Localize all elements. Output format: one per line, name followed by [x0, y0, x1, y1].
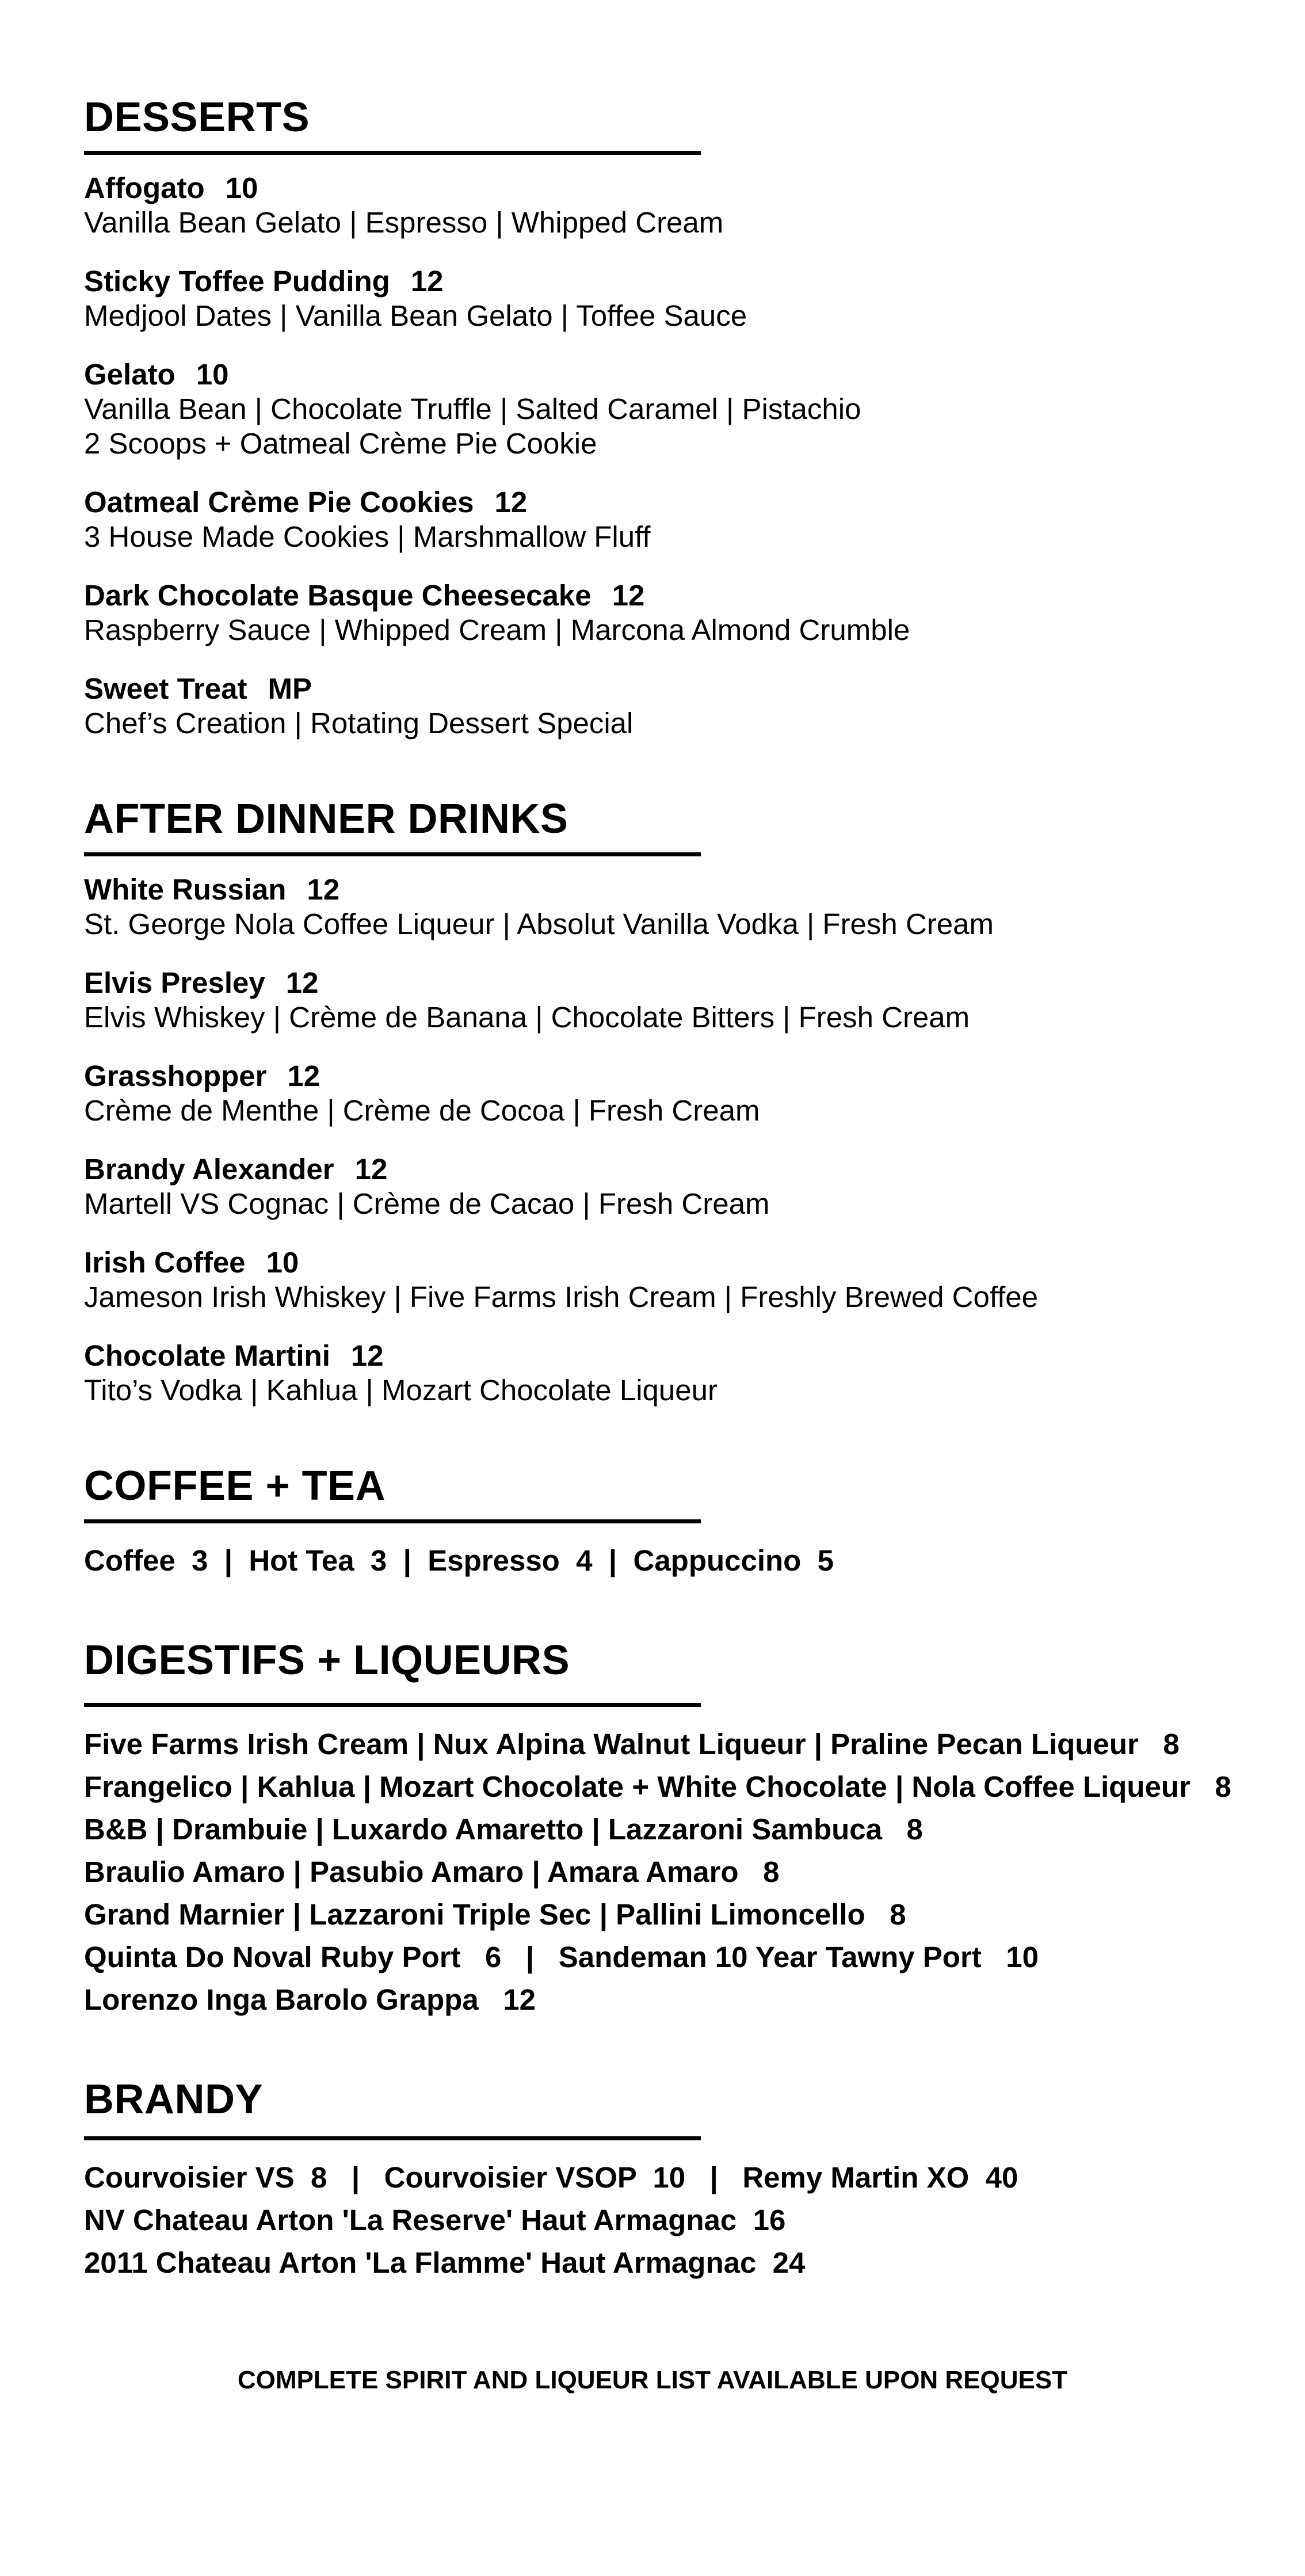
after-dinner-drinks-section [84, 794, 1258, 1408]
item-description: Jameson Irish Whiskey | Five Farms Irish Cream | Freshly Brewed Coffee [84, 1281, 1038, 1313]
list-item: 2011 Chateau Arton 'La Flamme' Haut Armagnac 24 [84, 2246, 806, 2279]
menu-item [84, 966, 1258, 1035]
item-price: 12 [612, 579, 645, 612]
item-description: Raspberry Sauce | Whipped Cream | Marcona Almond Crumble [84, 613, 910, 646]
menu-item [84, 672, 1258, 741]
item-price: 12 [307, 873, 340, 906]
list-item: B&B | Drambuie | Luxardo Amaretto | Lazzaroni Sambuca 8 [84, 1813, 923, 1846]
item-price: MP [268, 672, 312, 705]
item-description: 3 House Made Cookies | Marshmallow Fluff [84, 520, 651, 553]
item-name: Elvis Presley [84, 966, 265, 999]
item-price: 12 [494, 486, 528, 519]
item-price: 12 [287, 1060, 320, 1092]
item-name: Affogato [84, 172, 205, 204]
item-price: 12 [410, 265, 444, 298]
item-price: 12 [285, 966, 319, 999]
section-title-brandy: BRANDY [84, 2076, 264, 2122]
item-name: Sweet Treat [84, 672, 247, 705]
section-title-coffee-tea: COFFEE + TEA [84, 1463, 386, 1509]
section-title-digestifs: DIGESTIFS + LIQUEURS [84, 1637, 570, 1683]
menu-page [84, 92, 1258, 2337]
brandy-section [84, 2074, 1258, 2284]
item-description: 2 Scoops + Oatmeal Crème Pie Cookie [84, 427, 597, 460]
menu-item [84, 1059, 1258, 1128]
section-title-desserts: DESSERTS [84, 94, 310, 140]
item-description: Vanilla Bean Gelato | Espresso | Whipped Cream [84, 206, 724, 239]
footer-note: COMPLETE SPIRIT AND LIQUEUR LIST AVAILABLE UPON REQUEST [237, 2366, 1068, 2394]
digestifs-section [84, 1635, 1258, 2021]
section-title-after-dinner-drinks: AFTER DINNER DRINKS [84, 796, 568, 842]
section-divider [84, 1703, 701, 1707]
item-name: Gelato [84, 358, 175, 391]
item-name: Grasshopper [84, 1060, 267, 1092]
item-name: Chocolate Martini [84, 1339, 330, 1372]
coffee-tea-list: Coffee 3 | Hot Tea 3 | Espresso 4 | Cappuccino 5 [84, 1544, 834, 1577]
desserts-section [84, 92, 1258, 741]
menu-item [84, 357, 1258, 461]
menu-item [84, 171, 1258, 240]
coffee-tea-section [84, 1461, 1258, 1582]
item-description: St. George Nola Coffee Liqueur | Absolut Vanilla Vodka | Fresh Cream [84, 908, 994, 940]
item-name: Brandy Alexander [84, 1153, 334, 1186]
menu-item [84, 872, 1258, 942]
item-name: Irish Coffee [84, 1246, 246, 1279]
item-price: 10 [266, 1246, 299, 1279]
item-name: Dark Chocolate Basque Cheesecake [84, 579, 592, 612]
menu-item [84, 264, 1258, 333]
item-description: Elvis Whiskey | Crème de Banana | Chocolate Bitters | Fresh Cream [84, 1001, 970, 1034]
item-description: Chef’s Creation | Rotating Dessert Special [84, 707, 634, 740]
list-item: NV Chateau Arton 'La Reserve' Haut Armagnac 16 [84, 2204, 786, 2236]
item-description: Crème de Menthe | Crème de Cocoa | Fresh Cream [84, 1094, 760, 1127]
list-item: Courvoisier VS 8 | Courvoisier VSOP 10 | Remy Martin XO 40 [84, 2161, 1018, 2194]
item-description: Medjool Dates | Vanilla Bean Gelato | Toffee Sauce [84, 299, 747, 332]
item-name: Oatmeal Crème Pie Cookies [84, 486, 474, 519]
menu-item [84, 485, 1258, 554]
menu-item [84, 1152, 1258, 1221]
item-description: Tito’s Vodka | Kahlua | Mozart Chocolate Liqueur [84, 1374, 718, 1407]
item-price: 12 [354, 1153, 388, 1186]
section-divider [84, 1519, 701, 1523]
item-price: 12 [350, 1339, 384, 1372]
menu-item [84, 578, 1258, 647]
item-name: White Russian [84, 873, 287, 906]
list-item: Grand Marnier | Lazzaroni Triple Sec | Pallini Limoncello 8 [84, 1898, 906, 1931]
section-divider [84, 2136, 701, 2140]
list-item: Quinta Do Noval Ruby Port 6 | Sandeman 10 Year Tawny Port 10 [84, 1941, 1039, 1973]
item-description: Martell VS Cognac | Crème de Cacao | Fresh Cream [84, 1187, 770, 1220]
item-price: 10 [196, 358, 229, 391]
item-price: 10 [225, 172, 258, 204]
list-item: Frangelico | Kahlua | Mozart Chocolate + White Chocolate | Nola Coffee Liqueur 8 [84, 1770, 1231, 1803]
list-item: Braulio Amaro | Pasubio Amaro | Amara Amaro 8 [84, 1855, 780, 1888]
list-item: Lorenzo Inga Barolo Grappa 12 [84, 1983, 536, 2016]
menu-item [84, 1339, 1258, 1408]
item-name: Sticky Toffee Pudding [84, 265, 390, 298]
menu-item [84, 1245, 1258, 1314]
section-divider [84, 852, 701, 856]
list-item: Five Farms Irish Cream | Nux Alpina Walnut Liqueur | Praline Pecan Liqueur 8 [84, 1728, 1180, 1760]
section-divider [84, 151, 701, 155]
item-description: Vanilla Bean | Chocolate Truffle | Salted Caramel | Pistachio [84, 393, 861, 425]
